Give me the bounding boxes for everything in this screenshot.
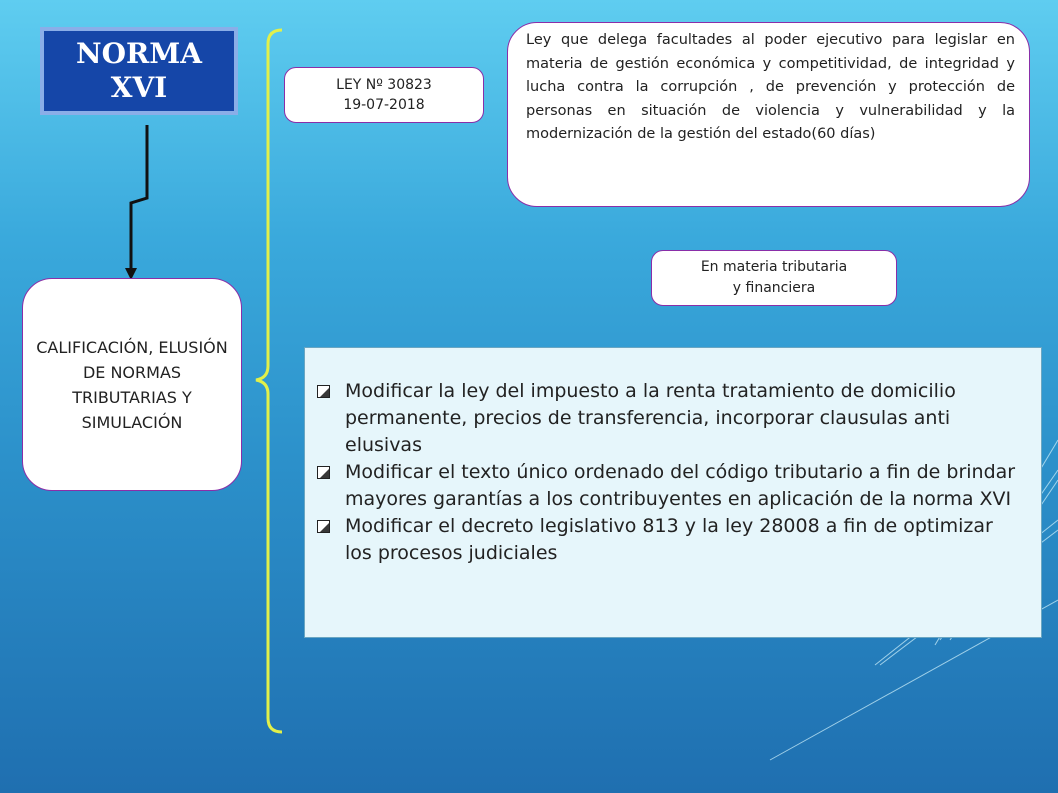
materia-line2: y financiera (732, 280, 816, 296)
checkbox-bullet-icon (317, 385, 330, 398)
list-item (317, 513, 1019, 567)
ley-description-box (507, 22, 1030, 207)
list-item (317, 378, 1019, 459)
ley-description: Ley que delega facultades al poder ejecutivo para legislar en materia de gestión económica y competitividad, de integridad y lucha contra la corrupción , de prevención y protección de personas en situación de violencia y vulnerabilidad y la modernización de la gestión del estado(60 días) (526, 32, 1015, 142)
checkbox-bullet-icon (317, 520, 330, 533)
ley-number: LEY Nº 30823 (336, 77, 432, 93)
title-text: NORMA XVI (76, 37, 202, 104)
list-item (317, 459, 1019, 513)
materia-line1: En materia tributaria (700, 259, 848, 275)
ley-box (284, 67, 484, 123)
checkbox-bullet-icon (317, 466, 330, 479)
calificacion-box (22, 278, 242, 491)
curly-bracket (256, 30, 282, 732)
materia-box (651, 250, 897, 306)
title-box (40, 27, 238, 115)
modification-list (317, 378, 1019, 567)
list-item-text: Modificar la ley del impuesto a la renta tratamiento de domicilio permanente, precios de transferencia, incorporar clausulas anti elusivas (345, 380, 956, 456)
ley-date: 19-07-2018 (343, 97, 425, 113)
list-item-text: Modificar el texto único ordenado del código tributario a fin de brindar mayores garantías a los contribuyentes en aplicación de la norma XVI (345, 461, 1016, 510)
list-item-text: Modificar el decreto legislativo 813 y la ley 28008 a fin de optimizar los procesos judiciales (345, 515, 993, 564)
calificacion-text: CALIFICACIÓN, ELUSIÓN DE NORMAS TRIBUTARIAS Y SIMULACIÓN (36, 337, 228, 432)
content-box (304, 347, 1042, 638)
connector-arrow (131, 125, 147, 270)
